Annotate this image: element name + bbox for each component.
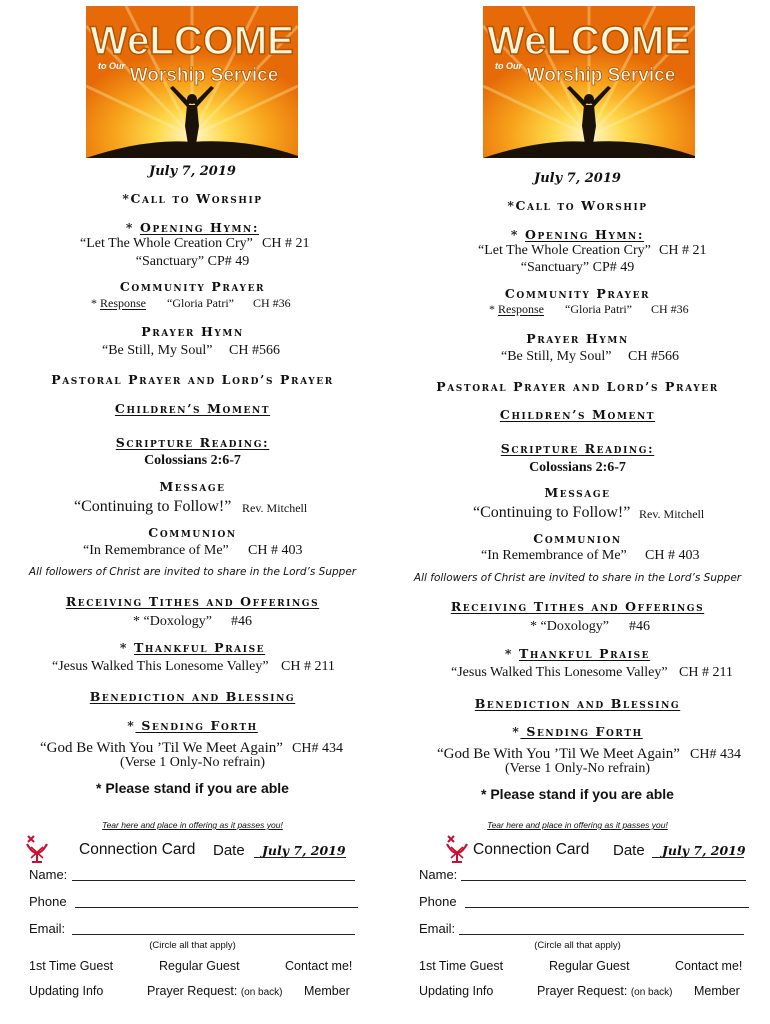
- sanctuary-line: “Sanctuary” CP# 49: [520, 260, 635, 275]
- childrens-moment: Children’s Moment: [114, 401, 271, 416]
- option-contact[interactable]: Contact me!: [285, 959, 353, 973]
- worshipper-silhouette: [567, 86, 611, 144]
- pastoral-prayer: Pastoral Prayer and Lord’s Prayer: [436, 379, 719, 394]
- circle-note: (Circle all that apply): [149, 940, 236, 951]
- scripture-text: Colossians 2:6-7: [529, 460, 626, 475]
- on-back-note: (on back): [240, 987, 283, 998]
- connection-card-title: Connection Card: [79, 841, 196, 858]
- prayer-hymn-number: CH #566: [628, 349, 679, 364]
- opening-hymn-heading: [385, 227, 770, 242]
- thankful-star: *: [504, 646, 519, 661]
- scripture-text: Colossians 2:6-7: [144, 453, 241, 468]
- option-member[interactable]: Member: [694, 984, 740, 998]
- response-star: *: [489, 302, 498, 316]
- email-label: Email:: [29, 921, 66, 936]
- banner-worship-service: Worship Service: [526, 65, 676, 86]
- community-prayer: Community Prayer: [504, 286, 651, 301]
- verse-note: (Verse 1 Only-No refrain): [505, 761, 650, 776]
- card-date-value: July 7, 2019: [262, 843, 346, 858]
- phone-field[interactable]: [465, 907, 749, 908]
- thankful-hymn: “Jesus Walked This Lonesome Valley”: [52, 659, 269, 674]
- sanctuary-line: “Sanctuary” CP# 49: [135, 254, 250, 269]
- thankful-number: CH # 211: [679, 665, 733, 680]
- on-back-note: (on back): [630, 987, 673, 998]
- phone-label: Phone: [419, 894, 457, 909]
- communion-heading: Communion: [533, 531, 622, 546]
- option-first-time[interactable]: 1st Time Guest: [29, 959, 114, 973]
- option-regular[interactable]: Regular Guest: [549, 959, 630, 973]
- thankful-hymn: “Jesus Walked This Lonesome Valley”: [451, 665, 668, 680]
- prayer-hymn-number: CH #566: [229, 343, 280, 358]
- gloria-number: CH #36: [253, 296, 291, 310]
- name-field[interactable]: [461, 880, 746, 881]
- prayer-hymn: Prayer Hymn: [526, 331, 629, 346]
- message-title: “Continuing to Follow!”: [473, 504, 631, 521]
- option-prayer-request[interactable]: [147, 984, 283, 998]
- option-updating[interactable]: Updating Info: [29, 984, 104, 998]
- banner-welcome: WeLCOME: [90, 19, 294, 63]
- sending-hymn: “God Be With You ’Til We Meet Again”: [40, 740, 283, 756]
- tithes-offerings: Receiving Tithes and Offerings: [450, 599, 705, 614]
- opening-hymn-number: CH # 21: [659, 243, 707, 258]
- banner-worship-service: Worship Service: [129, 65, 279, 86]
- opening-hymn-label: Opening Hymn:: [140, 220, 260, 235]
- option-contact[interactable]: Contact me!: [675, 959, 743, 973]
- call-to-worship: *Call to Worship: [507, 198, 648, 213]
- gloria-patri: “Gloria Patri”: [167, 296, 234, 310]
- option-member[interactable]: Member: [304, 984, 350, 998]
- communion-number: CH # 403: [248, 543, 303, 558]
- service-date: July 7, 2019: [534, 171, 621, 186]
- opening-hymn-title: “Let The Whole Creation Cry”: [80, 236, 253, 251]
- communion-note: All followers of Christ are invited to share in the Lord’s Supper: [413, 572, 742, 584]
- response-label: Response: [100, 296, 146, 310]
- option-updating[interactable]: Updating Info: [419, 984, 494, 998]
- pastoral-prayer: Pastoral Prayer and Lord’s Prayer: [51, 372, 334, 387]
- service-date: July 7, 2019: [149, 164, 236, 179]
- sending-forth: Sending Forth: [135, 718, 258, 733]
- prayer-hymn-title: “Be Still, My Soul”: [501, 349, 612, 364]
- scripture-reading: Scripture Reading:: [115, 435, 270, 450]
- scripture-reading: Scripture Reading:: [500, 441, 655, 456]
- banner-to-our: to Our: [495, 61, 522, 71]
- doxology: * “Doxology”: [133, 614, 212, 629]
- phone-label: Phone: [29, 894, 67, 909]
- thankful-praise-heading: [385, 646, 770, 661]
- sending-star: *: [512, 724, 521, 739]
- message-heading: Message: [159, 479, 226, 494]
- date-label: Date: [213, 842, 245, 859]
- communion-note: All followers of Christ are invited to share in the Lord’s Supper: [28, 566, 357, 578]
- response-line: [91, 296, 146, 311]
- community-prayer: Community Prayer: [119, 279, 266, 294]
- sending-star: *: [127, 718, 136, 733]
- opening-hymn-title: “Let The Whole Creation Cry”: [478, 243, 651, 258]
- verse-note: (Verse 1 Only-No refrain): [120, 755, 265, 770]
- opening-hymn-number: CH # 21: [262, 236, 310, 251]
- benediction: Benediction and Blessing: [474, 696, 681, 711]
- doxology-number: #46: [629, 619, 650, 634]
- name-label: Name:: [419, 867, 458, 882]
- gloria-patri: “Gloria Patri”: [565, 302, 632, 316]
- email-field[interactable]: [459, 934, 744, 935]
- circle-note: (Circle all that apply): [534, 940, 621, 951]
- name-label: Name:: [29, 867, 68, 882]
- banner-to-our: to Our: [98, 61, 125, 71]
- response-star: *: [91, 296, 100, 310]
- message-speaker: Rev. Mitchell: [242, 501, 308, 515]
- prayer-request-label: Prayer Request:: [147, 984, 238, 998]
- message-speaker: Rev. Mitchell: [639, 507, 705, 521]
- chalice-logo: [444, 832, 470, 869]
- opening-hymn-label: Opening Hymn:: [525, 227, 645, 242]
- option-first-time[interactable]: 1st Time Guest: [419, 959, 504, 973]
- call-to-worship: *Call to Worship: [122, 191, 263, 206]
- opening-hymn-heading: [0, 220, 385, 235]
- sending-number: CH# 434: [690, 747, 741, 762]
- benediction: Benediction and Blessing: [89, 689, 296, 704]
- response-line: [489, 302, 544, 317]
- thankful-praise-heading: [0, 640, 385, 655]
- date-underline: [652, 857, 744, 858]
- worshipper-silhouette: [170, 86, 214, 144]
- sending-forth-heading: [0, 718, 385, 733]
- message-heading: Message: [544, 485, 611, 500]
- message-title: “Continuing to Follow!”: [74, 498, 232, 515]
- communion-heading: Communion: [148, 525, 237, 540]
- card-date-value: July 7, 2019: [662, 843, 746, 858]
- opening-hymn-star: *: [125, 220, 141, 235]
- tithes-offerings: Receiving Tithes and Offerings: [65, 594, 320, 609]
- thankful-praise: Thankful Praise: [518, 646, 651, 661]
- bulletin-right: [385, 0, 770, 1024]
- connection-card-title: Connection Card: [473, 841, 590, 858]
- date-underline: [254, 857, 346, 858]
- doxology: * “Doxology”: [530, 619, 609, 634]
- opening-hymn-star: *: [510, 227, 526, 242]
- email-field[interactable]: [72, 934, 355, 935]
- welcome-banner: [86, 6, 298, 158]
- option-prayer-request[interactable]: [537, 984, 673, 998]
- date-label: Date: [613, 842, 645, 859]
- communion-number: CH # 403: [645, 548, 700, 563]
- doxology-number: #46: [231, 614, 252, 629]
- prayer-request-label: Prayer Request:: [537, 984, 628, 998]
- phone-field[interactable]: [75, 907, 358, 908]
- stand-note: * Please stand if you are able: [481, 786, 674, 802]
- chalice-logo: [24, 832, 50, 869]
- communion-hymn: “In Remembrance of Me”: [481, 548, 627, 563]
- email-label: Email:: [419, 921, 456, 936]
- childrens-moment: Children’s Moment: [499, 407, 656, 422]
- gloria-number: CH #36: [651, 302, 689, 316]
- name-field[interactable]: [72, 880, 355, 881]
- sending-hymn: “God Be With You ’Til We Meet Again”: [437, 746, 680, 762]
- prayer-hymn-title: “Be Still, My Soul”: [102, 343, 213, 358]
- sending-forth-heading: [385, 724, 770, 739]
- option-regular[interactable]: Regular Guest: [159, 959, 240, 973]
- tear-note: Tear here and place in offering as it passes you!: [487, 820, 668, 830]
- thankful-praise: Thankful Praise: [133, 640, 266, 655]
- sending-number: CH# 434: [292, 741, 343, 756]
- communion-hymn: “In Remembrance of Me”: [83, 543, 229, 558]
- response-label: Response: [498, 302, 544, 316]
- thankful-number: CH # 211: [281, 659, 335, 674]
- tear-note: Tear here and place in offering as it passes you!: [102, 820, 283, 830]
- stand-note: * Please stand if you are able: [96, 780, 289, 796]
- banner-welcome: WeLCOME: [487, 19, 691, 63]
- sending-forth: Sending Forth: [520, 724, 643, 739]
- welcome-banner: [483, 6, 695, 158]
- prayer-hymn: Prayer Hymn: [141, 324, 244, 339]
- thankful-star: *: [119, 640, 134, 655]
